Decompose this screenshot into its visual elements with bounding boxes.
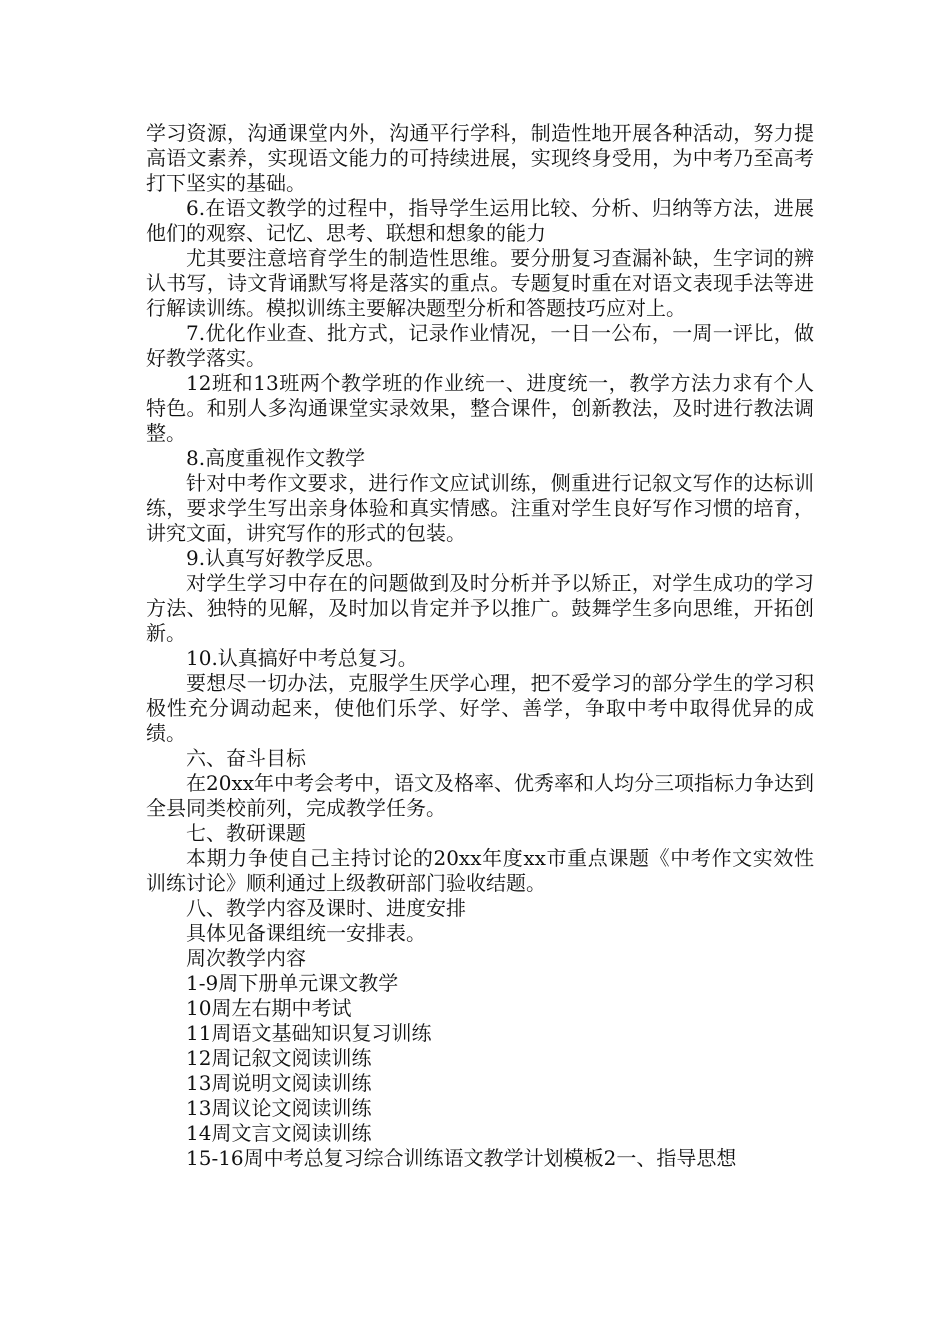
document-body <box>146 121 814 1171</box>
schedule-item: 13周说明文阅读训练 <box>186 1071 372 1095</box>
paragraph: 8.高度重视作文教学 <box>186 446 366 470</box>
schedule-item: 14周文言文阅读训练 <box>186 1121 372 1145</box>
schedule-header: 周次教学内容 <box>186 946 306 970</box>
paragraph: 10.认真搞好中考总复习。 <box>186 646 418 670</box>
schedule-item: 1-9周下册单元课文教学 <box>186 971 399 995</box>
paragraph: 6.在语文教学的过程中，指导学生运用比较、分析、归纳等方法，进展他们的观察、记忆、思考、联想和想象的能力 <box>146 196 814 245</box>
section-heading: 八、教学内容及课时、进度安排 <box>186 896 466 920</box>
schedule-item: 10周左右期中考试 <box>186 996 352 1020</box>
paragraph: 学习资源，沟通课堂内外，沟通平行学科，制造性地开展各种活动，努力提高语文素养，实现语文能力的可持续进展，实现终身受用，为中考乃至高考打下坚实的基础。 <box>146 121 814 195</box>
paragraph: 在20xx年中考会考中，语文及格率、优秀率和人均分三项指标力争达到全县同类校前列，完成教学任务。 <box>146 771 815 820</box>
section-heading: 六、奋斗目标 <box>186 746 306 770</box>
paragraph: 12班和13班两个教学班的作业统一、进度统一，教学方法力求有个人特色。和别人多沟通课堂实录效果，整合课件，创新教法，及时进行教法调整。 <box>146 371 814 445</box>
paragraph: 对学生学习中存在的问题做到及时分析并予以矫正，对学生成功的学习方法、独特的见解，及时加以肯定并予以推广。鼓舞学生多向思维，开拓创新。 <box>146 571 814 645</box>
paragraph: 本期力争使自己主持讨论的20xx年度xx市重点课题《中考作文实效性训练讨论》顺利通过上级教研部门验收结题。 <box>146 846 814 895</box>
paragraph: 针对中考作文要求，进行作文应试训练，侧重进行记叙文写作的达标训练，要求学生写出亲身体验和真实情感。注重对学生良好写作习惯的培育，讲究文面，讲究写作的形式的包装。 <box>146 471 814 545</box>
schedule-item: 15-16周中考总复习综合训练语文教学计划模板2一、指导思想 <box>186 1146 737 1170</box>
paragraph: 7.优化作业查、批方式，记录作业情况，一日一公布，一周一评比，做好教学落实。 <box>146 321 814 370</box>
schedule-item: 11周语文基础知识复习训练 <box>186 1021 432 1045</box>
paragraph: 尤其要注意培育学生的制造性思维。要分册复习查漏补缺，生字词的辨认书写，诗文背诵默写将是落实的重点。专题复时重在对语文表现手法等进行解读训练。模拟训练主要解决题型分析和答题技巧应对上。 <box>146 246 814 320</box>
schedule-item: 12周记叙文阅读训练 <box>186 1046 372 1070</box>
paragraph: 具体见备课组统一安排表。 <box>186 921 426 945</box>
paragraph: 9.认真写好教学反思。 <box>186 546 386 570</box>
schedule-item: 13周议论文阅读训练 <box>186 1096 372 1120</box>
paragraph: 要想尽一切办法，克服学生厌学心理，把不爱学习的部分学生的学习积极性充分调动起来，使他们乐学、好学、善学，争取中考中取得优异的成绩。 <box>146 671 814 745</box>
section-heading: 七、教研课题 <box>186 821 306 845</box>
